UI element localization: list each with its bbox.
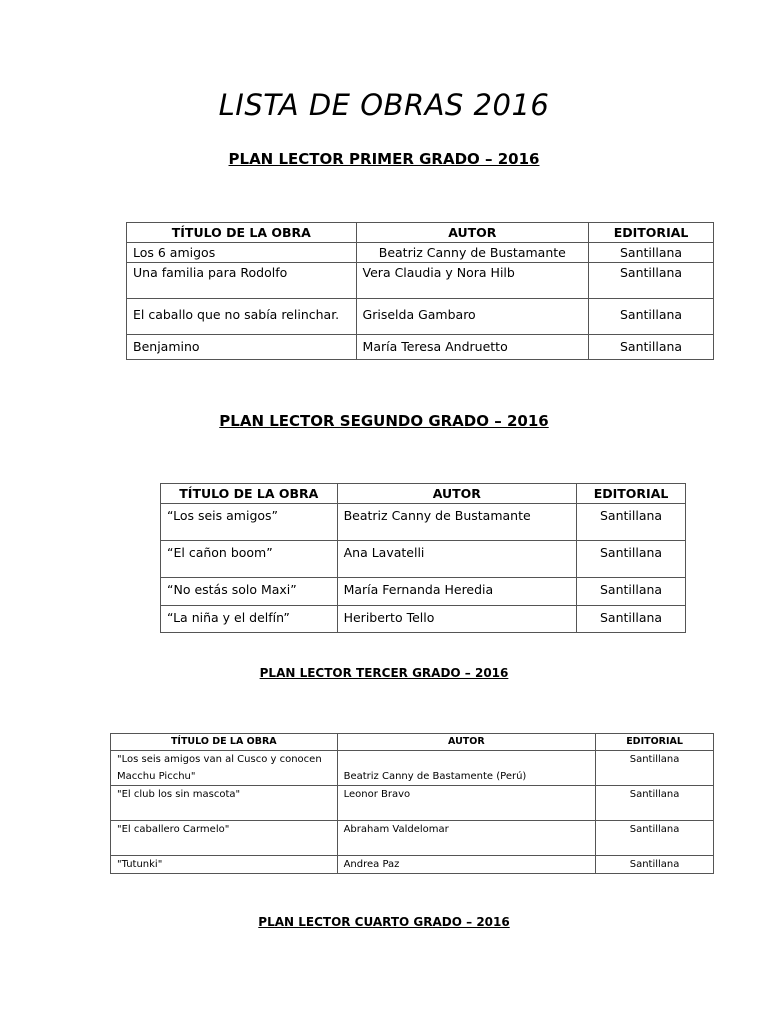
table-header-row bbox=[127, 223, 714, 243]
header-titulo: TÍTULO DE LA OBRA bbox=[127, 223, 357, 243]
cell-editorial: Santillana bbox=[596, 821, 714, 856]
cell-autor: Abraham Valdelomar bbox=[337, 821, 596, 856]
cell-autor: Vera Claudia y Nora Hilb bbox=[356, 263, 589, 299]
header-editorial: EDITORIAL bbox=[577, 484, 686, 504]
cell-titulo: Los 6 amigos bbox=[127, 243, 357, 263]
cell-editorial: Santillana bbox=[589, 299, 714, 335]
cell-titulo: "El caballero Carmelo" bbox=[111, 821, 338, 856]
cell-editorial: Santillana bbox=[577, 578, 686, 606]
cell-editorial: Santillana bbox=[577, 606, 686, 633]
cell-autor: Andrea Paz bbox=[337, 856, 596, 874]
cell-titulo: “Los seis amigos” bbox=[161, 504, 338, 541]
cell-editorial: Santillana bbox=[589, 335, 714, 360]
table-row bbox=[161, 606, 686, 633]
table-header-row bbox=[161, 484, 686, 504]
cell-autor: María Fernanda Heredia bbox=[337, 578, 576, 606]
table-row bbox=[111, 751, 714, 786]
table-row bbox=[127, 243, 714, 263]
document-title: LISTA DE OBRAS 2016 bbox=[218, 88, 550, 122]
cell-autor: María Teresa Andruetto bbox=[356, 335, 589, 360]
table-row bbox=[111, 821, 714, 856]
section-heading-primer-grado: PLAN LECTOR PRIMER GRADO – 2016 bbox=[228, 150, 540, 168]
cell-titulo: Una familia para Rodolfo bbox=[127, 263, 357, 299]
cell-autor: Leonor Bravo bbox=[337, 786, 596, 821]
cell-editorial: Santillana bbox=[577, 541, 686, 578]
cell-titulo: "Los seis amigos van al Cusco y conocen Macchu Picchu" bbox=[111, 751, 338, 786]
header-autor: AUTOR bbox=[356, 223, 589, 243]
table-row bbox=[127, 299, 714, 335]
section-heading-cuarto-grado: PLAN LECTOR CUARTO GRADO – 2016 bbox=[258, 915, 510, 929]
header-editorial: EDITORIAL bbox=[589, 223, 714, 243]
table-row bbox=[111, 786, 714, 821]
table-segundo-grado bbox=[160, 483, 686, 633]
section-heading-tercer-grado: PLAN LECTOR TERCER GRADO – 2016 bbox=[259, 666, 509, 680]
table-row bbox=[111, 856, 714, 874]
cell-editorial: Santillana bbox=[596, 751, 714, 786]
cell-editorial: Santillana bbox=[589, 243, 714, 263]
header-editorial: EDITORIAL bbox=[596, 734, 714, 751]
cell-autor: Griselda Gambaro bbox=[356, 299, 589, 335]
header-titulo: TÍTULO DE LA OBRA bbox=[161, 484, 338, 504]
table-row bbox=[127, 263, 714, 299]
cell-titulo: “No estás solo Maxi” bbox=[161, 578, 338, 606]
table-row bbox=[127, 335, 714, 360]
cell-editorial: Santillana bbox=[596, 786, 714, 821]
cell-editorial: Santillana bbox=[577, 504, 686, 541]
cell-editorial: Santillana bbox=[596, 856, 714, 874]
header-autor: AUTOR bbox=[337, 484, 576, 504]
cell-autor: Heriberto Tello bbox=[337, 606, 576, 633]
cell-editorial: Santillana bbox=[589, 263, 714, 299]
cell-autor: Beatriz Canny de Bastamente (Perú) bbox=[337, 751, 596, 786]
table-row bbox=[161, 504, 686, 541]
cell-titulo: Benjamino bbox=[127, 335, 357, 360]
table-row bbox=[161, 578, 686, 606]
cell-autor: Beatriz Canny de Bustamante bbox=[337, 504, 576, 541]
table-header-row bbox=[111, 734, 714, 751]
header-autor: AUTOR bbox=[337, 734, 596, 751]
cell-titulo: "Tutunki" bbox=[111, 856, 338, 874]
cell-titulo: El caballo que no sabía relinchar. bbox=[127, 299, 357, 335]
cell-autor: Beatriz Canny de Bustamante bbox=[356, 243, 589, 263]
cell-titulo: "El club los sin mascota" bbox=[111, 786, 338, 821]
section-heading-segundo-grado: PLAN LECTOR SEGUNDO GRADO – 2016 bbox=[219, 412, 549, 430]
table-tercer-grado bbox=[110, 733, 714, 874]
table-row bbox=[161, 541, 686, 578]
table-primer-grado bbox=[126, 222, 714, 360]
cell-titulo: “La niña y el delfín” bbox=[161, 606, 338, 633]
header-titulo: TÍTULO DE LA OBRA bbox=[111, 734, 338, 751]
cell-titulo: “El cañon boom” bbox=[161, 541, 338, 578]
cell-autor: Ana Lavatelli bbox=[337, 541, 576, 578]
